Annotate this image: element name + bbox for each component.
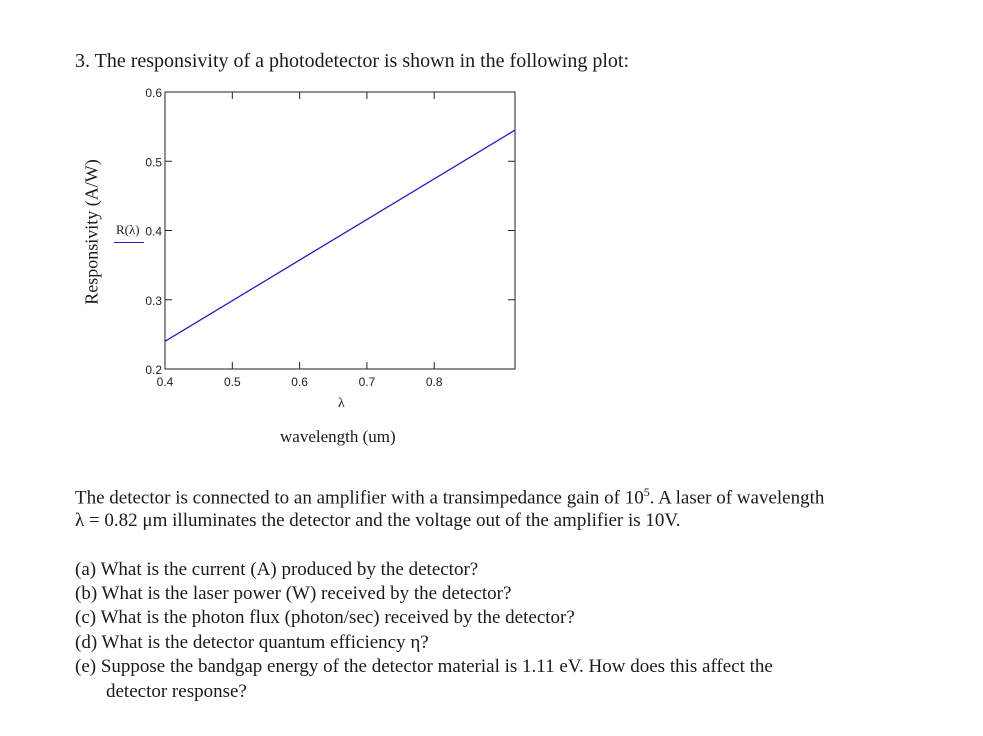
- sub-question-b: (b) What is the laser power (W) received by the detector?: [75, 583, 512, 604]
- y-tick-label: 0.6: [145, 86, 162, 100]
- y-axis-label: Responsivity (A/W): [81, 159, 102, 305]
- exponent: 5: [643, 485, 650, 499]
- sub-question-d: (d) What is the detector quantum efficiency η?: [75, 632, 429, 653]
- para1-text-post: . A laser of wavelength: [649, 487, 825, 509]
- x-tick-label: 0.4: [156, 375, 174, 389]
- y-tick-label: 0.4: [145, 224, 162, 239]
- y-tick-label: 0.3: [145, 293, 162, 308]
- y-tick-label: 0.2: [145, 363, 162, 377]
- sub-question-c: (c) What is the photon flux (photon/sec) received by the detector?: [75, 607, 575, 628]
- series-line-R: [165, 130, 515, 341]
- x-tick-label: 0.5: [223, 375, 241, 389]
- x-axis-symbol: λ: [338, 396, 345, 411]
- sub-question-e: (e) Suppose the bandgap energy of the detector material is 1.11 eV. How does this affect the: [75, 656, 773, 677]
- paragraph-line-1: [75, 485, 824, 509]
- paragraph-line-2: λ = 0.82 μm illuminates the detector and the voltage out of the amplifier is 10V.: [75, 510, 681, 531]
- x-tick-label: 0.7: [358, 375, 376, 389]
- x-tick-label: 0.6: [291, 375, 308, 389]
- para1-text: The detector is connected to an amplifier with a transimpedance gain of 10: [75, 487, 644, 509]
- y-tick-label: 0.5: [145, 155, 162, 170]
- y-axis-function-label: R(λ): [116, 222, 140, 237]
- x-axis-label: wavelength (um): [280, 427, 396, 446]
- question-title: 3. The responsivity of a photodetector is shown in the following plot:: [75, 50, 630, 72]
- sub-question-a: (a) What is the current (A) produced by the detector?: [75, 559, 479, 580]
- plot-frame: [165, 92, 515, 369]
- sub-question-e-continued: detector response?: [106, 681, 247, 702]
- x-tick-label: 0.8: [425, 375, 443, 389]
